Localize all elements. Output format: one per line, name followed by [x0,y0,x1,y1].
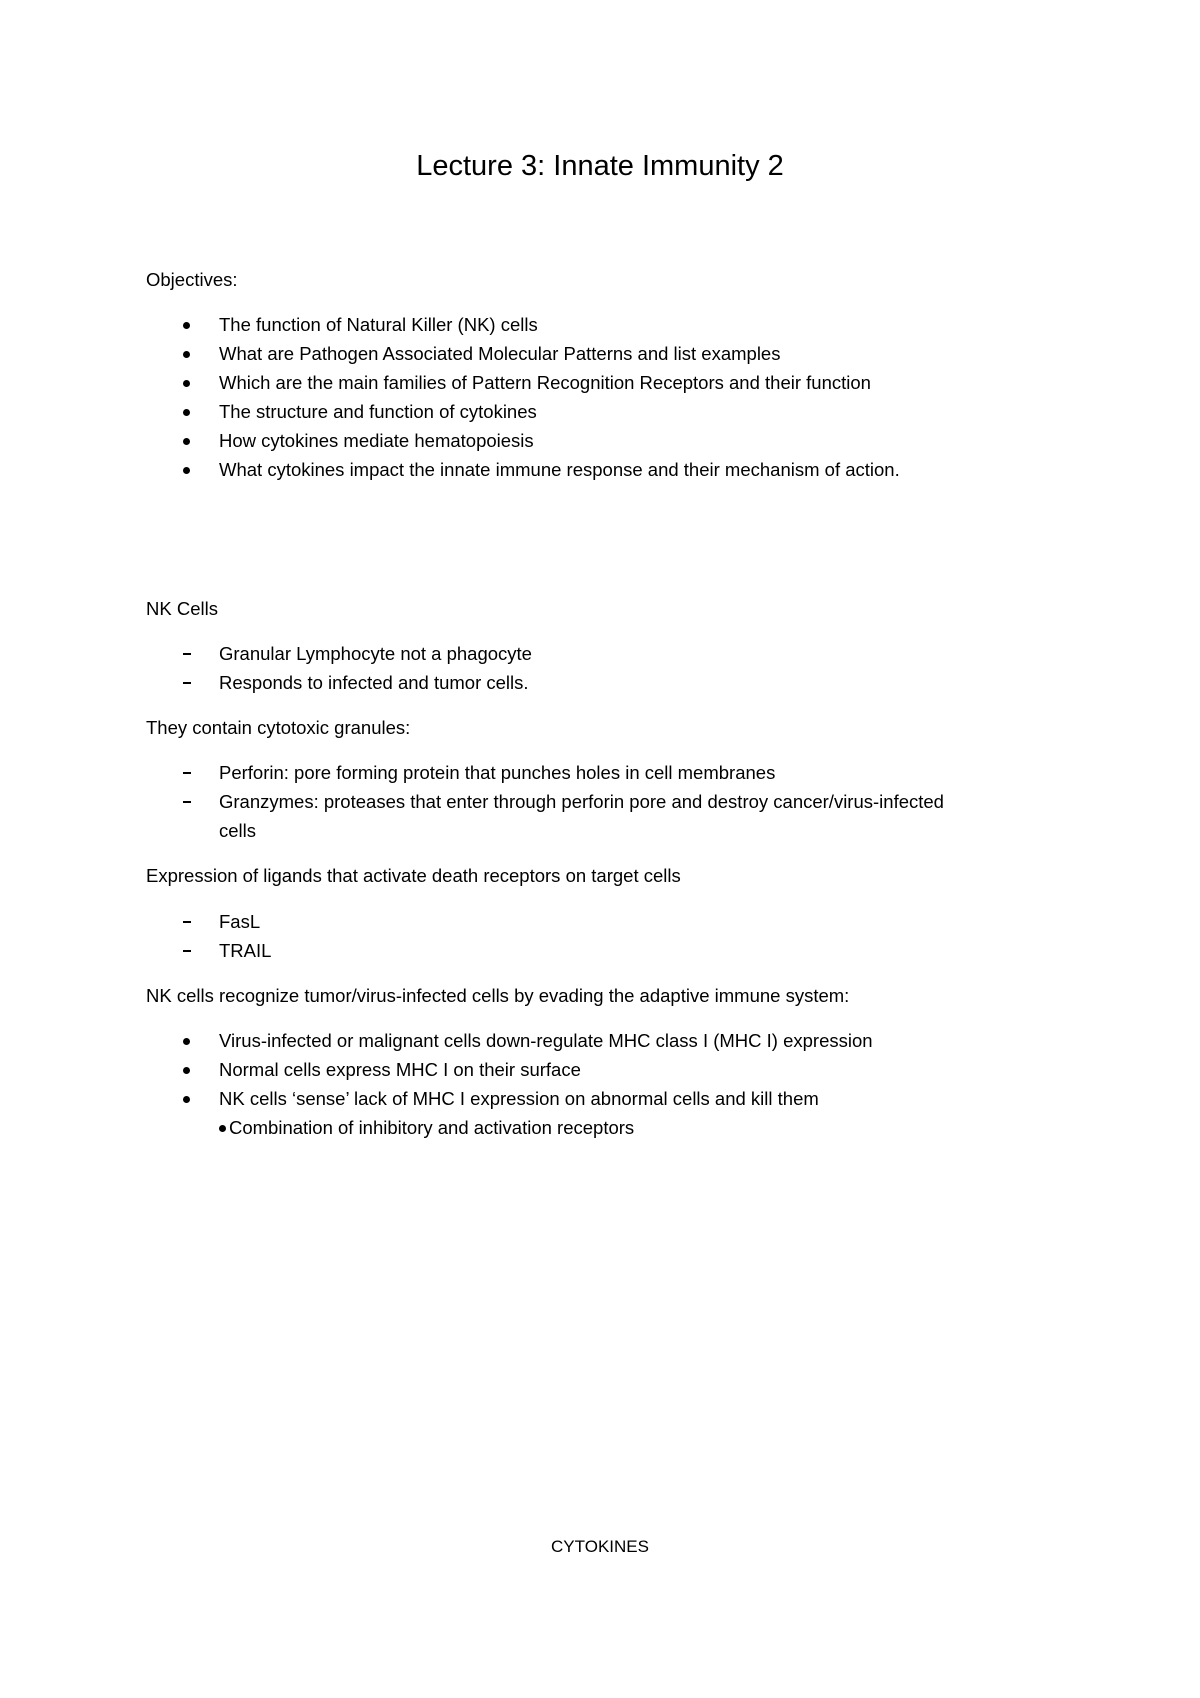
page-title: Lecture 3: Innate Immunity 2 [416,150,784,182]
granules-heading: They contain cytotoxic granules: [146,717,411,738]
list-item: What cytokines impact the innate immune response and their mechanism of action. [219,459,900,480]
nk-cells-heading: NK Cells [146,598,218,619]
dash-icon [183,761,199,785]
list-item: How cytokines mediate hematopoiesis [219,430,534,451]
bullet-icon [183,1029,199,1053]
list-item: Normal cells express MHC I on their surface [219,1059,581,1080]
list-item: TRAIL [219,940,272,961]
bullet-icon [183,400,199,424]
list-item: FasL [219,911,261,932]
list-item: Granzymes: proteases that enter through perforin pore and destroy cancer/virus-infected [219,791,944,812]
recognize-heading: NK cells recognize tumor/virus-infected cells by evading the adaptive immune system: [146,985,850,1006]
bullet-icon [183,313,199,337]
list-item: Responds to infected and tumor cells. [219,672,529,693]
list-item: Perforin: pore forming protein that punches holes in cell membranes [219,762,776,783]
bullet-icon [183,429,199,453]
sub-list-item [219,1116,634,1140]
dash-icon [183,790,199,814]
dash-icon [183,910,199,934]
list-item-continuation: cells [219,820,257,841]
list-item: The function of Natural Killer (NK) cells [219,314,538,335]
list-item: NK cells ‘sense’ lack of MHC I expression on abnormal cells and kill them [219,1088,819,1109]
dash-icon [183,642,199,666]
objectives-heading: Objectives: [146,269,238,290]
bullet-icon [183,458,199,482]
ligands-heading: Expression of ligands that activate death receptors on target cells [146,865,681,886]
list-item: What are Pathogen Associated Molecular Patterns and list examples [219,343,781,364]
sub-list-item-label: Combination of inhibitory and activation receptors [229,1117,635,1138]
dash-icon [183,671,199,695]
dash-icon [183,939,199,963]
bullet-icon [183,371,199,395]
list-item: Virus-infected or malignant cells down-regulate MHC class I (MHC I) expression [219,1030,873,1051]
list-item: The structure and function of cytokines [219,401,537,422]
bullet-icon [183,342,199,366]
list-item: Granular Lymphocyte not a phagocyte [219,643,532,664]
bullet-icon [183,1087,199,1111]
list-item: Which are the main families of Pattern Recognition Receptors and their function [219,372,871,393]
footer-heading: CYTOKINES [551,1537,649,1556]
bullet-icon [183,1058,199,1082]
bullet-icon [219,1125,226,1132]
